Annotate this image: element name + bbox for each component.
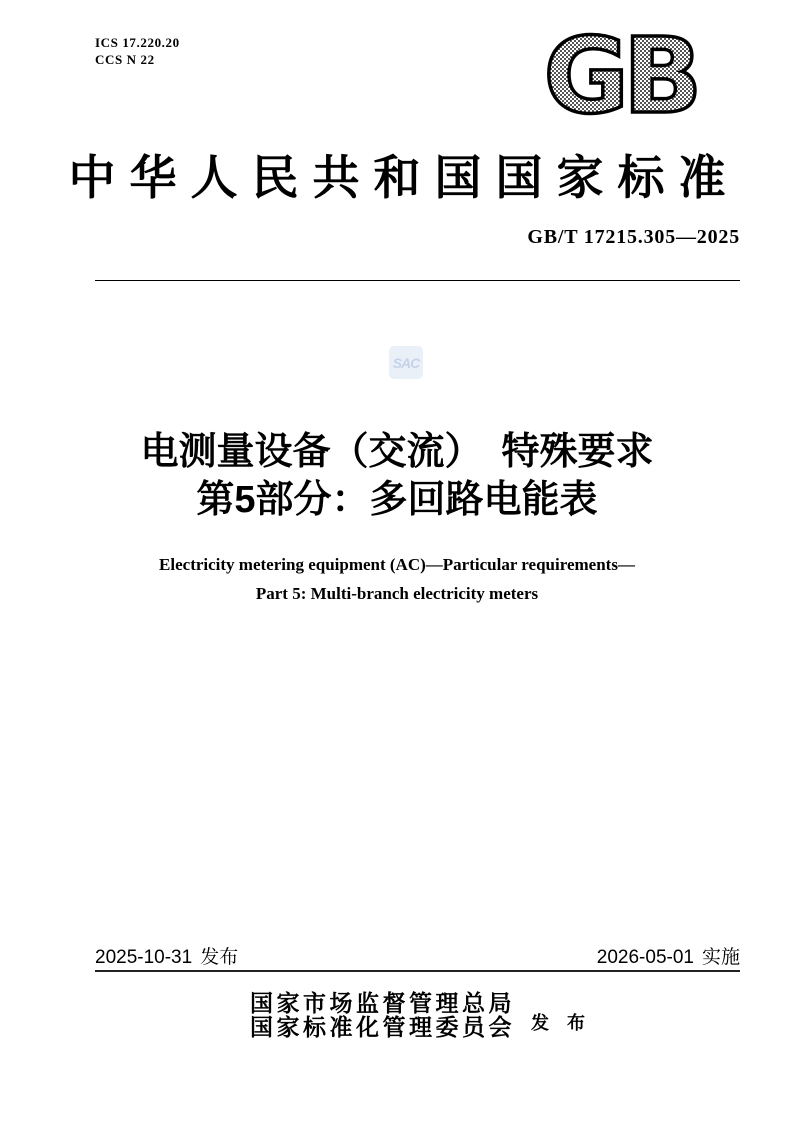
sac-logo-watermark xyxy=(389,346,423,379)
title-chinese-line2: 第5部分：多回路电能表 xyxy=(196,479,598,521)
implement-date-item xyxy=(597,942,740,969)
implement-date: 2026-05-01 xyxy=(596,947,694,968)
page-title: 中华人民共和国国家标准 xyxy=(68,153,740,205)
title-english-line1: Electricity metering equipment (AC)—Particular requirements— xyxy=(159,555,635,574)
publish-label: 发 布 xyxy=(531,1013,585,1033)
title-english-line2: Part 5: Multi-branch electricity meters xyxy=(255,584,539,603)
publisher-line1: 国家市场监督管理总局 xyxy=(250,991,515,1016)
issue-label: 发布 xyxy=(200,947,239,968)
publisher-names xyxy=(250,992,515,1040)
ccs-code: CCS N 22 xyxy=(95,51,155,67)
implement-label: 实施 xyxy=(701,947,740,968)
title-chinese-line1: 电测量设备（交流） 特殊要求 xyxy=(140,431,654,473)
publisher-block xyxy=(95,992,740,1040)
gb-logo xyxy=(540,22,700,118)
header-divider xyxy=(95,280,740,281)
footer-divider xyxy=(95,970,740,972)
sac-watermark-text: SAC xyxy=(392,354,420,371)
classification-codes xyxy=(95,35,180,68)
title-english xyxy=(54,550,740,608)
issue-date-item xyxy=(95,942,238,969)
gb-logo-text: GB xyxy=(543,22,697,118)
dates-row xyxy=(95,942,740,969)
title-chinese xyxy=(54,428,740,524)
issue-date: 2025-10-31 xyxy=(95,947,193,968)
ics-code: ICS 17.220.20 xyxy=(95,35,180,50)
publisher-line2: 国家标准化管理委员会 xyxy=(250,1015,515,1040)
standard-number: GB/T 17215.305—2025 xyxy=(527,226,740,248)
